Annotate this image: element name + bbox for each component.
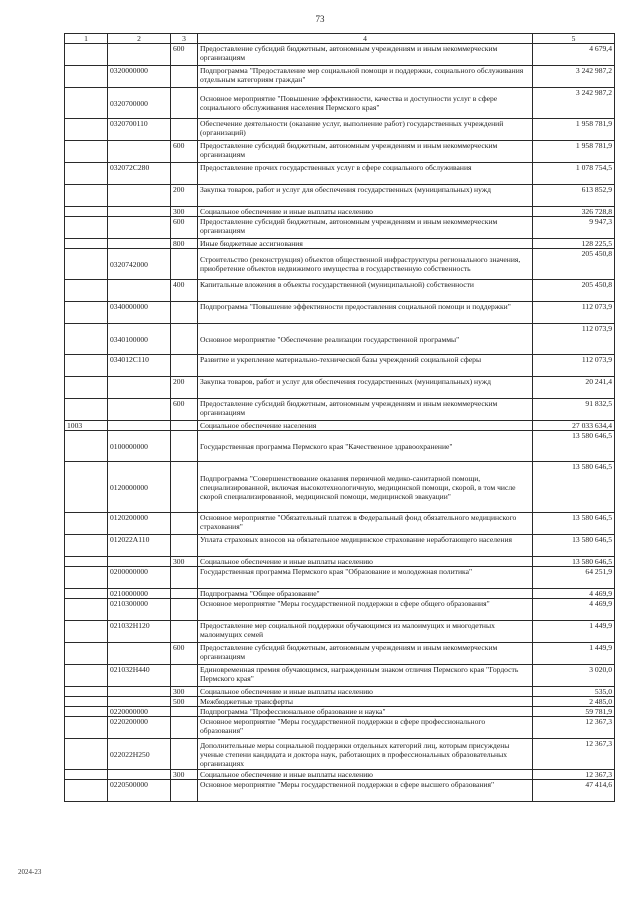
table-row xyxy=(65,697,615,707)
amount-cell: 12 367,3 xyxy=(533,770,615,780)
target-code-cell: 0320700000 xyxy=(108,88,171,119)
section-code-cell xyxy=(65,599,108,621)
amount-cell: 326 728,8 xyxy=(533,207,615,217)
amount-cell: 9 947,3 xyxy=(533,217,615,239)
amount-cell: 91 832,5 xyxy=(533,399,615,421)
table-row xyxy=(65,770,615,780)
item-name-cell: Социальное обеспечение и иные выплаты населению xyxy=(198,557,533,567)
amount-cell: 1 449,9 xyxy=(533,643,615,665)
section-code-cell xyxy=(65,324,108,355)
amount-cell: 3 242 987,2 xyxy=(533,88,615,119)
table-row xyxy=(65,621,615,643)
amount-cell: 128 225,5 xyxy=(533,239,615,249)
section-code-cell xyxy=(65,399,108,421)
table-row xyxy=(65,280,615,302)
target-code-cell xyxy=(108,421,171,431)
expense-type-cell: 200 xyxy=(171,185,198,207)
item-name-cell: Строительство (реконструкция) объектов общественной инфраструктуры регионального значения, приобретение объектов недвижимого имущества в государственную собственность xyxy=(198,249,533,280)
section-code-cell xyxy=(65,66,108,88)
target-code-cell xyxy=(108,207,171,217)
section-code-cell xyxy=(65,557,108,567)
section-code-cell xyxy=(65,280,108,302)
section-code-cell xyxy=(65,643,108,665)
item-name-cell: Подпрограмма "Общее образование" xyxy=(198,589,533,599)
target-code-cell: 0120200000 xyxy=(108,513,171,535)
section-code-cell xyxy=(65,207,108,217)
item-name-cell: Иные бюджетные ассигнования xyxy=(198,239,533,249)
section-code-cell xyxy=(65,377,108,399)
target-code-cell: 0220200000 xyxy=(108,717,171,739)
target-code-cell: 0320742000 xyxy=(108,249,171,280)
item-name-cell: Предоставление субсидий бюджетным, автономным учреждениям и иным некоммерческим организациям xyxy=(198,141,533,163)
item-name-cell: Основное мероприятие "Меры государственной поддержки в сфере профессионального образования" xyxy=(198,717,533,739)
section-code-cell xyxy=(65,217,108,239)
table-row xyxy=(65,643,615,665)
table-row xyxy=(65,513,615,535)
item-name-cell: Государственная программа Пермского края "Качественное здравоохранение" xyxy=(198,431,533,462)
expense-type-cell: 300 xyxy=(171,770,198,780)
table-row xyxy=(65,302,615,324)
expense-type-cell: 600 xyxy=(171,399,198,421)
target-code-cell xyxy=(108,770,171,780)
target-code-cell xyxy=(108,141,171,163)
section-code-cell xyxy=(65,687,108,697)
section-code-cell xyxy=(65,355,108,377)
amount-cell: 4 679,4 xyxy=(533,44,615,66)
expense-type-cell xyxy=(171,66,198,88)
expense-type-cell: 300 xyxy=(171,557,198,567)
amount-cell: 205 450,8 xyxy=(533,280,615,302)
section-code-cell xyxy=(65,163,108,185)
amount-cell: 205 450,8 xyxy=(533,249,615,280)
item-name-cell: Основное мероприятие "Обеспечение реализации государственной программы" xyxy=(198,324,533,355)
amount-cell: 13 580 646,5 xyxy=(533,557,615,567)
item-name-cell: Социальное обеспечение и иные выплаты населению xyxy=(198,687,533,697)
table-row xyxy=(65,557,615,567)
header-col-2: 2 xyxy=(108,34,171,44)
expense-type-cell xyxy=(171,739,198,770)
target-code-cell xyxy=(108,217,171,239)
table-row xyxy=(65,207,615,217)
amount-cell: 12 367,3 xyxy=(533,717,615,739)
expense-type-cell xyxy=(171,599,198,621)
amount-cell: 13 580 646,5 xyxy=(533,535,615,557)
item-name-cell: Подпрограмма "Профессиональное образование и наука" xyxy=(198,707,533,717)
target-code-cell xyxy=(108,697,171,707)
amount-cell: 3 020,0 xyxy=(533,665,615,687)
target-code-cell: 0210300000 xyxy=(108,599,171,621)
expense-type-cell xyxy=(171,621,198,643)
item-name-cell: Предоставление субсидий бюджетным, автономным учреждениям и иным некоммерческим организациям xyxy=(198,643,533,665)
item-name-cell: Предоставление субсидий бюджетным, автономным учреждениям и иным некоммерческим организациям xyxy=(198,399,533,421)
table-row xyxy=(65,88,615,119)
item-name-cell: Основное мероприятие "Меры государственной поддержки в сфере общего образования" xyxy=(198,599,533,621)
section-code-cell xyxy=(65,739,108,770)
amount-cell: 112 073,9 xyxy=(533,324,615,355)
item-name-cell: Развитие и укрепление материально-технической базы учреждений социальной сферы xyxy=(198,355,533,377)
item-name-cell: Единовременная премия обучающимся, награжденным знаком отличия Пермского края "Гордость Пермского края" xyxy=(198,665,533,687)
expense-type-cell: 400 xyxy=(171,280,198,302)
expense-type-cell xyxy=(171,513,198,535)
expense-type-cell: 500 xyxy=(171,697,198,707)
expense-type-cell xyxy=(171,88,198,119)
table-row xyxy=(65,399,615,421)
item-name-cell: Основное мероприятие "Повышение эффективности, качества и доступности услуг в сфере социального обслуживания населения Пермского края" xyxy=(198,88,533,119)
table-header-row xyxy=(65,34,615,44)
target-code-cell: 0340100000 xyxy=(108,324,171,355)
amount-cell: 27 033 634,4 xyxy=(533,421,615,431)
item-name-cell: Закупка товаров, работ и услуг для обеспечения государственных (муниципальных) нужд xyxy=(198,377,533,399)
target-code-cell: 0200000000 xyxy=(108,567,171,589)
item-name-cell: Социальное обеспечение и иные выплаты населению xyxy=(198,770,533,780)
table-row xyxy=(65,421,615,431)
item-name-cell: Закупка товаров, работ и услуг для обеспечения государственных (муниципальных) нужд xyxy=(198,185,533,207)
amount-cell: 13 580 646,5 xyxy=(533,513,615,535)
section-code-cell xyxy=(65,462,108,513)
amount-cell: 13 580 646,5 xyxy=(533,431,615,462)
item-name-cell: Подпрограмма "Совершенствование оказания первичной медико-санитарной помощи, специализированной, включая высокотехнологичную, медицинской помощи, скорой, в том числе скорой специализированной, медицинской помощи, медицинской эвакуации" xyxy=(198,462,533,513)
expense-type-cell xyxy=(171,535,198,557)
table-row xyxy=(65,377,615,399)
item-name-cell: Уплата страховых взносов на обязательное медицинское страхование неработающего населения xyxy=(198,535,533,557)
target-code-cell xyxy=(108,557,171,567)
section-code-cell xyxy=(65,770,108,780)
target-code-cell: 021032Н440 xyxy=(108,665,171,687)
expense-type-cell xyxy=(171,780,198,802)
expense-type-cell: 600 xyxy=(171,217,198,239)
amount-cell: 112 073,9 xyxy=(533,355,615,377)
target-code-cell xyxy=(108,280,171,302)
amount-cell: 1 449,9 xyxy=(533,621,615,643)
expense-type-cell xyxy=(171,567,198,589)
expense-type-cell xyxy=(171,665,198,687)
expense-type-cell xyxy=(171,119,198,141)
amount-cell: 20 241,4 xyxy=(533,377,615,399)
target-code-cell: 0340000000 xyxy=(108,302,171,324)
amount-cell: 13 580 646,5 xyxy=(533,462,615,513)
section-code-cell xyxy=(65,707,108,717)
section-code-cell xyxy=(65,567,108,589)
expense-type-cell xyxy=(171,707,198,717)
table-row xyxy=(65,119,615,141)
amount-cell: 1 078 754,5 xyxy=(533,163,615,185)
item-name-cell: Социальное обеспечение и иные выплаты населению xyxy=(198,207,533,217)
table-row xyxy=(65,462,615,513)
budget-table xyxy=(64,33,615,802)
item-name-cell: Предоставление субсидий бюджетным, автономным учреждениям и иным некоммерческим организациям xyxy=(198,217,533,239)
expense-type-cell: 200 xyxy=(171,377,198,399)
section-code-cell xyxy=(65,697,108,707)
target-code-cell xyxy=(108,44,171,66)
expense-type-cell: 600 xyxy=(171,141,198,163)
section-code-cell xyxy=(65,589,108,599)
expense-type-cell xyxy=(171,589,198,599)
table-row xyxy=(65,567,615,589)
section-code-cell xyxy=(65,780,108,802)
target-code-cell xyxy=(108,377,171,399)
amount-cell: 112 073,9 xyxy=(533,302,615,324)
header-col-5: 5 xyxy=(533,34,615,44)
table-body xyxy=(65,44,615,802)
expense-type-cell xyxy=(171,717,198,739)
table-row xyxy=(65,599,615,621)
table-row xyxy=(65,589,615,599)
expense-type-cell xyxy=(171,302,198,324)
table-row xyxy=(65,687,615,697)
amount-cell: 535,0 xyxy=(533,687,615,697)
section-code-cell: 1003 xyxy=(65,421,108,431)
expense-type-cell xyxy=(171,355,198,377)
header-col-3: 3 xyxy=(171,34,198,44)
section-code-cell xyxy=(65,665,108,687)
page-number: 73 xyxy=(315,14,325,24)
amount-cell: 2 485,0 xyxy=(533,697,615,707)
table-row xyxy=(65,141,615,163)
section-code-cell xyxy=(65,513,108,535)
section-code-cell xyxy=(65,239,108,249)
expense-type-cell xyxy=(171,163,198,185)
item-name-cell: Предоставление прочих государственных услуг в сфере социального обслуживания xyxy=(198,163,533,185)
item-name-cell: Предоставление субсидий бюджетным, автономным учреждениям и иным некоммерческим организациям xyxy=(198,44,533,66)
section-code-cell xyxy=(65,88,108,119)
table-row xyxy=(65,163,615,185)
target-code-cell xyxy=(108,185,171,207)
amount-cell: 1 958 781,9 xyxy=(533,119,615,141)
section-code-cell xyxy=(65,141,108,163)
amount-cell: 12 367,3 xyxy=(533,739,615,770)
table-row xyxy=(65,249,615,280)
item-name-cell: Подпрограмма "Предоставление мер социальной помощи и поддержки, социального обслуживания отдельным категориям граждан" xyxy=(198,66,533,88)
target-code-cell: 0120000000 xyxy=(108,462,171,513)
table-row xyxy=(65,217,615,239)
expense-type-cell xyxy=(171,431,198,462)
expense-type-cell: 800 xyxy=(171,239,198,249)
table-row xyxy=(65,707,615,717)
footer-code: 2024-23 xyxy=(18,868,42,876)
target-code-cell: 0220000000 xyxy=(108,707,171,717)
target-code-cell: 0100000000 xyxy=(108,431,171,462)
table-row xyxy=(65,780,615,802)
table-row xyxy=(65,44,615,66)
amount-cell: 1 958 781,9 xyxy=(533,141,615,163)
section-code-cell xyxy=(65,621,108,643)
section-code-cell xyxy=(65,119,108,141)
item-name-cell: Основное мероприятие "Обязательный платеж в Федеральный фонд обязательного медицинского страхования" xyxy=(198,513,533,535)
expense-type-cell xyxy=(171,249,198,280)
item-name-cell: Межбюджетные трансферты xyxy=(198,697,533,707)
table-row xyxy=(65,66,615,88)
amount-cell: 64 251,9 xyxy=(533,567,615,589)
target-code-cell: 0320700110 xyxy=(108,119,171,141)
expense-type-cell xyxy=(171,462,198,513)
amount-cell: 59 781,9 xyxy=(533,707,615,717)
target-code-cell xyxy=(108,687,171,697)
expense-type-cell xyxy=(171,421,198,431)
amount-cell: 4 469,9 xyxy=(533,599,615,621)
expense-type-cell: 600 xyxy=(171,44,198,66)
target-code-cell: 032072С280 xyxy=(108,163,171,185)
target-code-cell: 0320000000 xyxy=(108,66,171,88)
target-code-cell: 021032Н120 xyxy=(108,621,171,643)
target-code-cell xyxy=(108,239,171,249)
section-code-cell xyxy=(65,44,108,66)
amount-cell: 47 414,6 xyxy=(533,780,615,802)
table-row xyxy=(65,739,615,770)
section-code-cell xyxy=(65,302,108,324)
target-code-cell: 022022Н250 xyxy=(108,739,171,770)
expense-type-cell xyxy=(171,324,198,355)
item-name-cell: Основное мероприятие "Меры государственной поддержки в сфере высшего образования" xyxy=(198,780,533,802)
expense-type-cell: 300 xyxy=(171,687,198,697)
section-code-cell xyxy=(65,185,108,207)
table-row xyxy=(65,431,615,462)
item-name-cell: Обеспечение деятельности (оказание услуг, выполнение работ) государственных учреждений (организаций) xyxy=(198,119,533,141)
amount-cell: 3 242 987,2 xyxy=(533,66,615,88)
item-name-cell: Капитальные вложения в объекты государственной (муниципальной) собственности xyxy=(198,280,533,302)
amount-cell: 613 852,9 xyxy=(533,185,615,207)
table-row xyxy=(65,324,615,355)
table-row xyxy=(65,239,615,249)
expense-type-cell: 300 xyxy=(171,207,198,217)
table-row xyxy=(65,355,615,377)
target-code-cell: 012022А110 xyxy=(108,535,171,557)
section-code-cell xyxy=(65,249,108,280)
section-code-cell xyxy=(65,717,108,739)
table-row xyxy=(65,665,615,687)
amount-cell: 4 469,9 xyxy=(533,589,615,599)
header-col-1: 1 xyxy=(65,34,108,44)
target-code-cell: 034012С110 xyxy=(108,355,171,377)
item-name-cell: Дополнительные меры социальной поддержки отдельных категорий лиц, которым присуждены ученые степени кандидата и доктора наук, работающих в профессиональных образовательных организациях xyxy=(198,739,533,770)
header-col-4: 4 xyxy=(198,34,533,44)
target-code-cell xyxy=(108,399,171,421)
table-row xyxy=(65,185,615,207)
section-code-cell xyxy=(65,431,108,462)
item-name-cell: Государственная программа Пермского края "Образование и молодежная политика" xyxy=(198,567,533,589)
item-name-cell: Предоставление мер социальной поддержки обучающимся из малоимущих и многодетных малоимущих семей xyxy=(198,621,533,643)
target-code-cell: 0210000000 xyxy=(108,589,171,599)
target-code-cell: 0220500000 xyxy=(108,780,171,802)
item-name-cell: Подпрограмма "Повышение эффективности предоставления социальной помощи и поддержки" xyxy=(198,302,533,324)
item-name-cell: Социальное обеспечение населения xyxy=(198,421,533,431)
table-row xyxy=(65,535,615,557)
section-code-cell xyxy=(65,535,108,557)
target-code-cell xyxy=(108,643,171,665)
expense-type-cell: 600 xyxy=(171,643,198,665)
table-row xyxy=(65,717,615,739)
